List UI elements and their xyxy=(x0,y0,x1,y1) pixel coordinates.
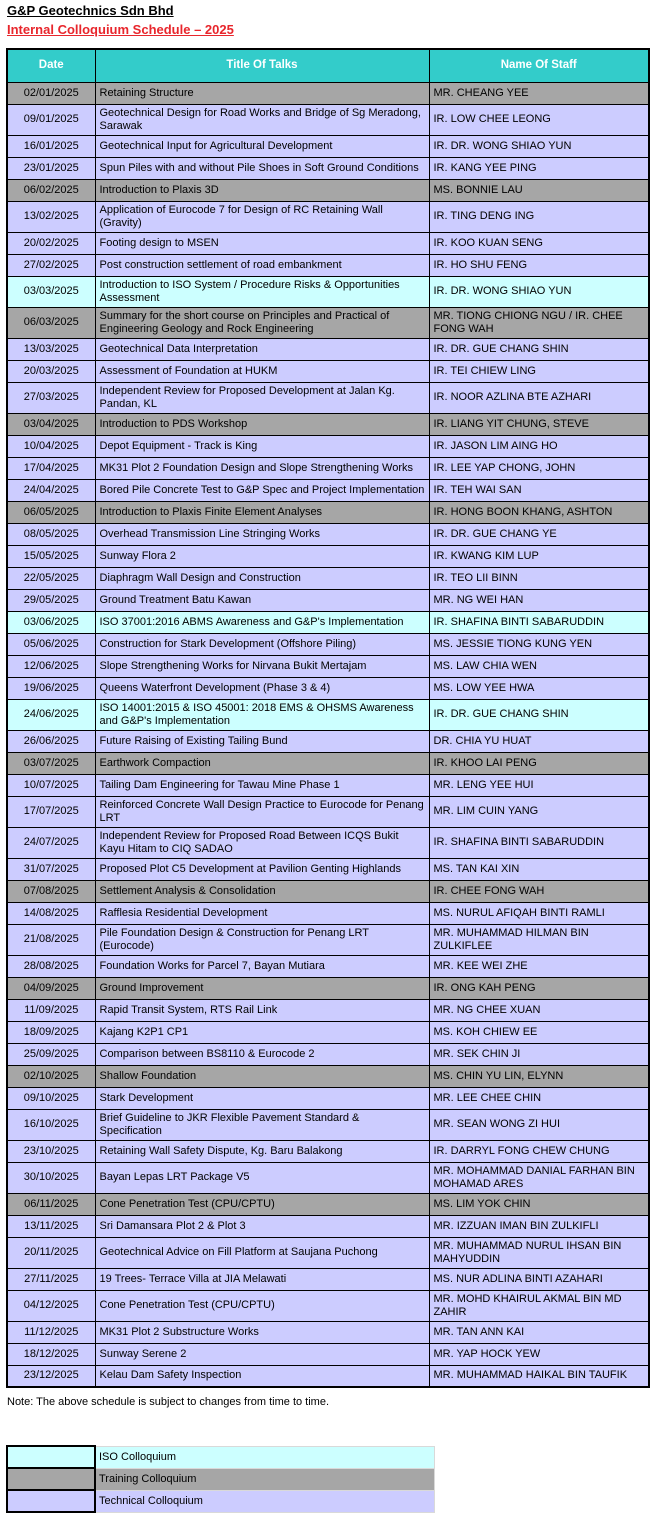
schedule-note: Note: The above schedule is subject to changes from time to time. xyxy=(7,1396,330,1408)
schedule-row xyxy=(7,307,649,338)
staff-name-cell: IR. NOOR AZLINA BTE AZHARI xyxy=(429,382,649,413)
schedule-row xyxy=(7,699,649,730)
talk-title-cell: Future Raising of Existing Tailing Bund xyxy=(95,730,429,752)
schedule-row xyxy=(7,1021,649,1043)
schedule-row xyxy=(7,655,649,677)
staff-name-cell: MR. MUHAMMAD HILMAN BIN ZULKIFLEE xyxy=(429,924,649,955)
schedule-row xyxy=(7,276,649,307)
schedule-row xyxy=(7,232,649,254)
table-header-row xyxy=(7,49,649,82)
schedule-subtitle: Internal Colloquium Schedule – 2025 xyxy=(7,22,234,37)
staff-name-cell: MR. NG CHEE XUAN xyxy=(429,999,649,1021)
talk-title-cell: Kajang K2P1 CP1 xyxy=(95,1021,429,1043)
schedule-row xyxy=(7,858,649,880)
schedule-row xyxy=(7,977,649,999)
talk-title-cell: Brief Guideline to JKR Flexible Pavement Standard & Specification xyxy=(95,1109,429,1140)
staff-name-cell: IR. LEE YAP CHONG, JOHN xyxy=(429,457,649,479)
date-cell: 07/08/2025 xyxy=(7,880,95,902)
schedule-row xyxy=(7,1215,649,1237)
schedule-row xyxy=(7,902,649,924)
talk-title-cell: Sri Damansara Plot 2 & Plot 3 xyxy=(95,1215,429,1237)
date-cell: 24/07/2025 xyxy=(7,827,95,858)
talk-title-cell: Introduction to PDS Workshop xyxy=(95,413,429,435)
talk-title-cell: Bored Pile Concrete Test to G&P Spec and Project Implementation xyxy=(95,479,429,501)
date-cell: 02/01/2025 xyxy=(7,82,95,104)
date-cell: 03/04/2025 xyxy=(7,413,95,435)
date-cell: 18/09/2025 xyxy=(7,1021,95,1043)
date-cell: 19/06/2025 xyxy=(7,677,95,699)
date-cell: 11/12/2025 xyxy=(7,1321,95,1343)
schedule-row xyxy=(7,545,649,567)
header-date: Date xyxy=(7,49,95,82)
date-cell: 25/09/2025 xyxy=(7,1043,95,1065)
date-cell: 13/11/2025 xyxy=(7,1215,95,1237)
date-cell: 20/03/2025 xyxy=(7,360,95,382)
date-cell: 30/10/2025 xyxy=(7,1162,95,1193)
talk-title-cell: Geotechnical Advice on Fill Platform at Saujana Puchong xyxy=(95,1237,429,1268)
schedule-row xyxy=(7,1237,649,1268)
date-cell: 21/08/2025 xyxy=(7,924,95,955)
staff-name-cell: MS. BONNIE LAU xyxy=(429,179,649,201)
talk-title-cell: Geotechnical Input for Agricultural Development xyxy=(95,135,429,157)
talk-title-cell: Sunway Serene 2 xyxy=(95,1343,429,1365)
schedule-row xyxy=(7,457,649,479)
talk-title-cell: Retaining Wall Safety Dispute, Kg. Baru Balakong xyxy=(95,1140,429,1162)
schedule-row xyxy=(7,633,649,655)
date-cell: 05/06/2025 xyxy=(7,633,95,655)
schedule-row xyxy=(7,611,649,633)
talk-title-cell: Reinforced Concrete Wall Design Practice to Eurocode for Penang LRT xyxy=(95,796,429,827)
legend-label: ISO Colloquium xyxy=(95,1446,434,1468)
schedule-row xyxy=(7,413,649,435)
talk-title-cell: ISO 14001:2015 & ISO 45001: 2018 EMS & OHSMS Awareness and G&P's Implementation xyxy=(95,699,429,730)
staff-name-cell: IR. SHAFINA BINTI SABARUDDIN xyxy=(429,611,649,633)
talk-title-cell: MK31 Plot 2 Substructure Works xyxy=(95,1321,429,1343)
schedule-row xyxy=(7,1087,649,1109)
schedule-row xyxy=(7,774,649,796)
schedule-row xyxy=(7,1343,649,1365)
talk-title-cell: Cone Penetration Test (CPU/CPTU) xyxy=(95,1193,429,1215)
date-cell: 03/06/2025 xyxy=(7,611,95,633)
schedule-row xyxy=(7,1162,649,1193)
staff-name-cell: MR. CHEANG YEE xyxy=(429,82,649,104)
date-cell: 20/02/2025 xyxy=(7,232,95,254)
talk-title-cell: Post construction settlement of road embankment xyxy=(95,254,429,276)
talk-title-cell: Depot Equipment - Track is King xyxy=(95,435,429,457)
talk-title-cell: Cone Penetration Test (CPU/CPTU) xyxy=(95,1290,429,1321)
staff-name-cell: MS. NURUL AFIQAH BINTI RAMLI xyxy=(429,902,649,924)
legend-color-swatch xyxy=(7,1490,95,1512)
staff-name-cell: MS. NUR ADLINA BINTI AZAHARI xyxy=(429,1268,649,1290)
staff-name-cell: IR. DARRYL FONG CHEW CHUNG xyxy=(429,1140,649,1162)
date-cell: 27/03/2025 xyxy=(7,382,95,413)
staff-name-cell: MR. LIM CUIN YANG xyxy=(429,796,649,827)
date-cell: 06/03/2025 xyxy=(7,307,95,338)
staff-name-cell: IR. SHAFINA BINTI SABARUDDIN xyxy=(429,827,649,858)
schedule-row xyxy=(7,135,649,157)
talk-title-cell: Earthwork Compaction xyxy=(95,752,429,774)
talk-title-cell: Comparison between BS8110 & Eurocode 2 xyxy=(95,1043,429,1065)
staff-name-cell: IR. DR. GUE CHANG YE xyxy=(429,523,649,545)
staff-name-cell: IR. KANG YEE PING xyxy=(429,157,649,179)
talk-title-cell: Bayan Lepas LRT Package V5 xyxy=(95,1162,429,1193)
date-cell: 16/10/2025 xyxy=(7,1109,95,1140)
staff-name-cell: MR. KEE WEI ZHE xyxy=(429,955,649,977)
legend-color-swatch xyxy=(7,1446,95,1468)
date-cell: 15/05/2025 xyxy=(7,545,95,567)
talk-title-cell: Diaphragm Wall Design and Construction xyxy=(95,567,429,589)
date-cell: 11/09/2025 xyxy=(7,999,95,1021)
talk-title-cell: Sunway Flora 2 xyxy=(95,545,429,567)
schedule-row xyxy=(7,104,649,135)
schedule-row xyxy=(7,82,649,104)
schedule-row xyxy=(7,1268,649,1290)
talk-title-cell: Independent Review for Proposed Development at Jalan Kg. Pandan, KL xyxy=(95,382,429,413)
schedule-row xyxy=(7,752,649,774)
staff-name-cell: IR. LIANG YIT CHUNG, STEVE xyxy=(429,413,649,435)
schedule-row xyxy=(7,1065,649,1087)
staff-name-cell: MR. MUHAMMAD NURUL IHSAN BIN MAHYUDDIN xyxy=(429,1237,649,1268)
talk-title-cell: Geotechnical Design for Road Works and Bridge of Sg Meradong, Sarawak xyxy=(95,104,429,135)
date-cell: 04/09/2025 xyxy=(7,977,95,999)
staff-name-cell: IR. TEO LII BINN xyxy=(429,567,649,589)
talk-title-cell: Introduction to Plaxis Finite Element Analyses xyxy=(95,501,429,523)
schedule-row xyxy=(7,201,649,232)
date-cell: 24/04/2025 xyxy=(7,479,95,501)
date-cell: 06/05/2025 xyxy=(7,501,95,523)
talk-title-cell: Application of Eurocode 7 for Design of RC Retaining Wall (Gravity) xyxy=(95,201,429,232)
staff-name-cell: MS. LOW YEE HWA xyxy=(429,677,649,699)
schedule-row xyxy=(7,1193,649,1215)
schedule-row xyxy=(7,1365,649,1387)
staff-name-cell: IR. KHOO LAI PENG xyxy=(429,752,649,774)
schedule-row xyxy=(7,179,649,201)
date-cell: 18/12/2025 xyxy=(7,1343,95,1365)
legend-label: Technical Colloquium xyxy=(95,1490,434,1512)
date-cell: 13/03/2025 xyxy=(7,338,95,360)
staff-name-cell: IR. JASON LIM AING HO xyxy=(429,435,649,457)
talk-title-cell: Settlement Analysis & Consolidation xyxy=(95,880,429,902)
talk-title-cell: Tailing Dam Engineering for Tawau Mine Phase 1 xyxy=(95,774,429,796)
schedule-row xyxy=(7,880,649,902)
header-title-of-talks: Title Of Talks xyxy=(95,49,429,82)
staff-name-cell: MR. SEAN WONG ZI HUI xyxy=(429,1109,649,1140)
staff-name-cell: MR. MOHAMMAD DANIAL FARHAN BIN MOHAMAD ARES xyxy=(429,1162,649,1193)
schedule-row xyxy=(7,730,649,752)
date-cell: 09/10/2025 xyxy=(7,1087,95,1109)
talk-title-cell: MK31 Plot 2 Foundation Design and Slope Strengthening Works xyxy=(95,457,429,479)
colloquium-legend xyxy=(6,1445,435,1513)
talk-title-cell: Proposed Plot C5 Development at Pavilion Genting Highlands xyxy=(95,858,429,880)
schedule-row xyxy=(7,338,649,360)
staff-name-cell: MR. TIONG CHIONG NGU / IR. CHEE FONG WAH xyxy=(429,307,649,338)
schedule-row xyxy=(7,796,649,827)
schedule-row xyxy=(7,1290,649,1321)
legend-color-swatch xyxy=(7,1468,95,1490)
staff-name-cell: IR. DR. GUE CHANG SHIN xyxy=(429,338,649,360)
date-cell: 02/10/2025 xyxy=(7,1065,95,1087)
date-cell: 28/08/2025 xyxy=(7,955,95,977)
date-cell: 04/12/2025 xyxy=(7,1290,95,1321)
staff-name-cell: IR. LOW CHEE LEONG xyxy=(429,104,649,135)
date-cell: 06/11/2025 xyxy=(7,1193,95,1215)
company-title: G&P Geotechnics Sdn Bhd xyxy=(7,3,174,18)
staff-name-cell: IR. CHEE FONG WAH xyxy=(429,880,649,902)
legend-row xyxy=(7,1446,434,1468)
schedule-row xyxy=(7,677,649,699)
date-cell: 22/05/2025 xyxy=(7,567,95,589)
staff-name-cell: MR. YAP HOCK YEW xyxy=(429,1343,649,1365)
legend-row xyxy=(7,1490,434,1512)
date-cell: 16/01/2025 xyxy=(7,135,95,157)
schedule-row xyxy=(7,1321,649,1343)
schedule-row xyxy=(7,955,649,977)
date-cell: 27/02/2025 xyxy=(7,254,95,276)
date-cell: 09/01/2025 xyxy=(7,104,95,135)
staff-name-cell: IR. TEH WAI SAN xyxy=(429,479,649,501)
staff-name-cell: MS. KOH CHIEW EE xyxy=(429,1021,649,1043)
talk-title-cell: Queens Waterfront Development (Phase 3 & 4) xyxy=(95,677,429,699)
talk-title-cell: Kelau Dam Safety Inspection xyxy=(95,1365,429,1387)
staff-name-cell: MS. LAW CHIA WEN xyxy=(429,655,649,677)
schedule-row xyxy=(7,479,649,501)
staff-name-cell: IR. ONG KAH PENG xyxy=(429,977,649,999)
staff-name-cell: IR. KWANG KIM LUP xyxy=(429,545,649,567)
schedule-row xyxy=(7,360,649,382)
schedule-row xyxy=(7,924,649,955)
date-cell: 23/10/2025 xyxy=(7,1140,95,1162)
colloquium-schedule-table xyxy=(6,48,650,1388)
talk-title-cell: Pile Foundation Design & Construction for Penang LRT (Eurocode) xyxy=(95,924,429,955)
staff-name-cell: DR. CHIA YU HUAT xyxy=(429,730,649,752)
schedule-row xyxy=(7,827,649,858)
date-cell: 12/06/2025 xyxy=(7,655,95,677)
schedule-row xyxy=(7,567,649,589)
staff-name-cell: IR. DR. WONG SHIAO YUN xyxy=(429,135,649,157)
staff-name-cell: MS. TAN KAI XIN xyxy=(429,858,649,880)
schedule-row xyxy=(7,1140,649,1162)
date-cell: 24/06/2025 xyxy=(7,699,95,730)
schedule-row xyxy=(7,501,649,523)
schedule-row xyxy=(7,589,649,611)
talk-title-cell: Ground Treatment Batu Kawan xyxy=(95,589,429,611)
staff-name-cell: IR. DR. GUE CHANG SHIN xyxy=(429,699,649,730)
talk-title-cell: Shallow Foundation xyxy=(95,1065,429,1087)
date-cell: 17/04/2025 xyxy=(7,457,95,479)
staff-name-cell: IR. TING DENG ING xyxy=(429,201,649,232)
staff-name-cell: MS. CHIN YU LIN, ELYNN xyxy=(429,1065,649,1087)
talk-title-cell: Summary for the short course on Principles and Practical of Engineering Geology and Rock Engineering xyxy=(95,307,429,338)
talk-title-cell: Slope Strengthening Works for Nirvana Bukit Mertajam xyxy=(95,655,429,677)
date-cell: 27/11/2025 xyxy=(7,1268,95,1290)
talk-title-cell: Rapid Transit System, RTS Rail Link xyxy=(95,999,429,1021)
talk-title-cell: Geotechnical Data Interpretation xyxy=(95,338,429,360)
date-cell: 13/02/2025 xyxy=(7,201,95,232)
date-cell: 10/07/2025 xyxy=(7,774,95,796)
staff-name-cell: MR. NG WEI HAN xyxy=(429,589,649,611)
staff-name-cell: MR. LENG YEE HUI xyxy=(429,774,649,796)
staff-name-cell: IR. HO SHU FENG xyxy=(429,254,649,276)
talk-title-cell: Overhead Transmission Line Stringing Works xyxy=(95,523,429,545)
date-cell: 20/11/2025 xyxy=(7,1237,95,1268)
talk-title-cell: ISO 37001:2016 ABMS Awareness and G&P's Implementation xyxy=(95,611,429,633)
legend-row xyxy=(7,1468,434,1490)
staff-name-cell: MR. TAN ANN KAI xyxy=(429,1321,649,1343)
legend-label: Training Colloquium xyxy=(95,1468,434,1490)
talk-title-cell: Foundation Works for Parcel 7, Bayan Mutiara xyxy=(95,955,429,977)
staff-name-cell: MR. MOHD KHAIRUL AKMAL BIN MD ZAHIR xyxy=(429,1290,649,1321)
talk-title-cell: 19 Trees- Terrace Villa at JIA Melawati xyxy=(95,1268,429,1290)
staff-name-cell: MR. SEK CHIN JI xyxy=(429,1043,649,1065)
date-cell: 23/01/2025 xyxy=(7,157,95,179)
talk-title-cell: Spun Piles with and without Pile Shoes in Soft Ground Conditions xyxy=(95,157,429,179)
date-cell: 17/07/2025 xyxy=(7,796,95,827)
date-cell: 29/05/2025 xyxy=(7,589,95,611)
talk-title-cell: Rafflesia Residential Development xyxy=(95,902,429,924)
date-cell: 08/05/2025 xyxy=(7,523,95,545)
schedule-row xyxy=(7,382,649,413)
talk-title-cell: Footing design to MSEN xyxy=(95,232,429,254)
staff-name-cell: MR. MUHAMMAD HAIKAL BIN TAUFIK xyxy=(429,1365,649,1387)
header-name-of-staff: Name Of Staff xyxy=(429,49,649,82)
talk-title-cell: Construction for Stark Development (Offshore Piling) xyxy=(95,633,429,655)
staff-name-cell: MS. JESSIE TIONG KUNG YEN xyxy=(429,633,649,655)
date-cell: 23/12/2025 xyxy=(7,1365,95,1387)
schedule-row xyxy=(7,435,649,457)
schedule-row xyxy=(7,157,649,179)
schedule-row xyxy=(7,999,649,1021)
talk-title-cell: Introduction to ISO System / Procedure Risks & Opportunities Assessment xyxy=(95,276,429,307)
date-cell: 06/02/2025 xyxy=(7,179,95,201)
staff-name-cell: MR. LEE CHEE CHIN xyxy=(429,1087,649,1109)
schedule-row xyxy=(7,1043,649,1065)
staff-name-cell: MS. LIM YOK CHIN xyxy=(429,1193,649,1215)
date-cell: 14/08/2025 xyxy=(7,902,95,924)
schedule-row xyxy=(7,1109,649,1140)
talk-title-cell: Stark Development xyxy=(95,1087,429,1109)
schedule-row xyxy=(7,523,649,545)
talk-title-cell: Introduction to Plaxis 3D xyxy=(95,179,429,201)
staff-name-cell: IR. TEI CHIEW LING xyxy=(429,360,649,382)
date-cell: 03/03/2025 xyxy=(7,276,95,307)
talk-title-cell: Independent Review for Proposed Road Between ICQS Bukit Kayu Hitam to CIQ SADAO xyxy=(95,827,429,858)
talk-title-cell: Retaining Structure xyxy=(95,82,429,104)
staff-name-cell: IR. DR. WONG SHIAO YUN xyxy=(429,276,649,307)
staff-name-cell: MR. IZZUAN IMAN BIN ZULKIFLI xyxy=(429,1215,649,1237)
staff-name-cell: IR. HONG BOON KHANG, ASHTON xyxy=(429,501,649,523)
talk-title-cell: Assessment of Foundation at HUKM xyxy=(95,360,429,382)
talk-title-cell: Ground Improvement xyxy=(95,977,429,999)
date-cell: 03/07/2025 xyxy=(7,752,95,774)
date-cell: 31/07/2025 xyxy=(7,858,95,880)
date-cell: 10/04/2025 xyxy=(7,435,95,457)
staff-name-cell: IR. KOO KUAN SENG xyxy=(429,232,649,254)
date-cell: 26/06/2025 xyxy=(7,730,95,752)
schedule-row xyxy=(7,254,649,276)
